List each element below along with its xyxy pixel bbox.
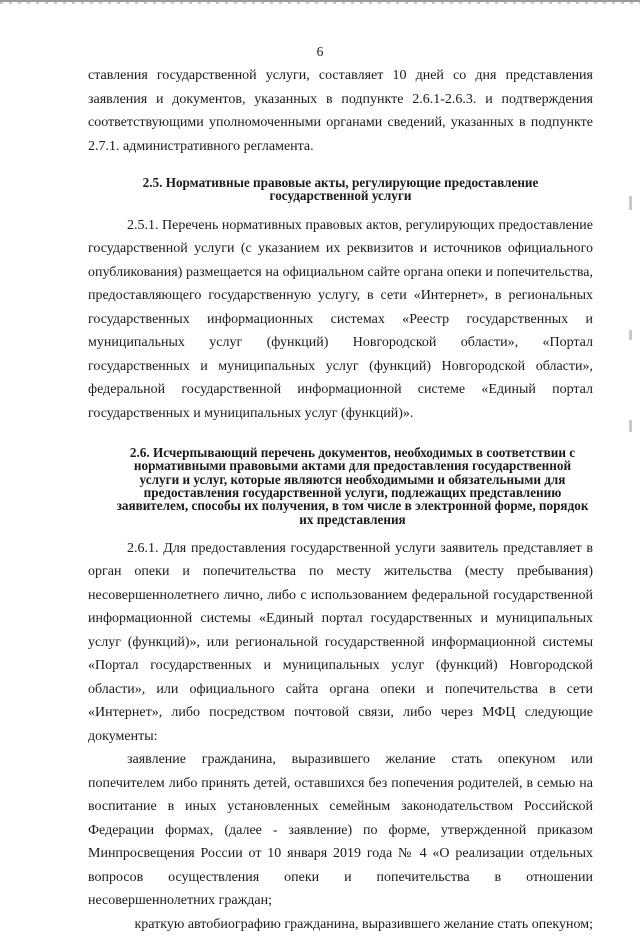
- section-heading-2-6: 2.6. Исчерпывающий перечень документов, необходимых в соответствии с нормативными правовыми актами для предоставления государственной услуги и услуг, которые являются необходимыми и обязательными для предоставления государственной услуги, подлежащих представлению заявителем, способы их получения, в том числе в электронной форме, порядок их представления: [116, 445, 589, 527]
- paragraph-statement: заявление гражданина, выразившего желание стать опекуном или попечителем либо принять детей, оставшихся без попечения родителей, в семью на воспитание в иных установленных семейным законодательством Российской Федерации формах, (далее - заявление) по форме, утвержденной приказом Минпросвещения России от 10 января 2019 года № 4 «О реализации отдельных вопросов осуществления опеки и попечительства в отношении несовершеннолетних граждан;: [88, 752, 593, 909]
- scan-edge-mark: [629, 196, 632, 210]
- paragraph-2-5-1: 2.5.1. Перечень нормативных правовых актов, регулирующих предоставление государственной услуги (с указанием их реквизитов и источников официального опубликования) размещается на официальном сайте органа опеки и попечительства, предоставляющего государственную услугу, в сети «Интернет», в региональных государственных информационных системах «Реестр государственных и муниципальных услуг (функций) Новгородской области», «Портал государственных и муниципальных услуг (функций) Новгородской области», федеральной государственной информационной системе «Единый портал государственных и муниципальных услуг (функций)».: [88, 217, 593, 421]
- paragraph-intro: ставления государственной услуги, составляет 10 дней со дня представления заявления и документов, указанных в подпункте 2.6.1-2.6.3. и подтверждения соответствующими уполномоченными органами сведений, указанных в подпункте 2.7.1. административного регламента.: [88, 68, 593, 154]
- paragraph-2-6-1: 2.6.1. Для предоставления государственной услуги заявитель представляет в орган опеки и попечительства по месту жительства (месту пребывания) несовершеннолетнего лично, либо с использованием федеральной государственной информационной системы «Единый портал государственных и муниципальных услуг (функций)», или региональной государственной информационной системы «Портал государственных и муниципальных услуг (функций) Новгородской области», или официального сайта органа опеки и попечительства в сети «Интернет», либо посредством почтовой связи, либо через МФЦ следующие документы:: [88, 540, 593, 744]
- paragraph-autobiography: краткую автобиографию гражданина, выразившего желание стать опекуном;: [134, 916, 593, 932]
- scan-edge-mark: [629, 420, 632, 432]
- document-body: [88, 64, 593, 936]
- page-number: 6: [316, 44, 324, 59]
- scan-top-noise: [0, 2, 640, 4]
- section-heading-2-5: 2.5. Нормативные правовые акты, регулирующие предоставление государственной услуги: [142, 175, 539, 204]
- scan-edge-mark: [629, 330, 632, 340]
